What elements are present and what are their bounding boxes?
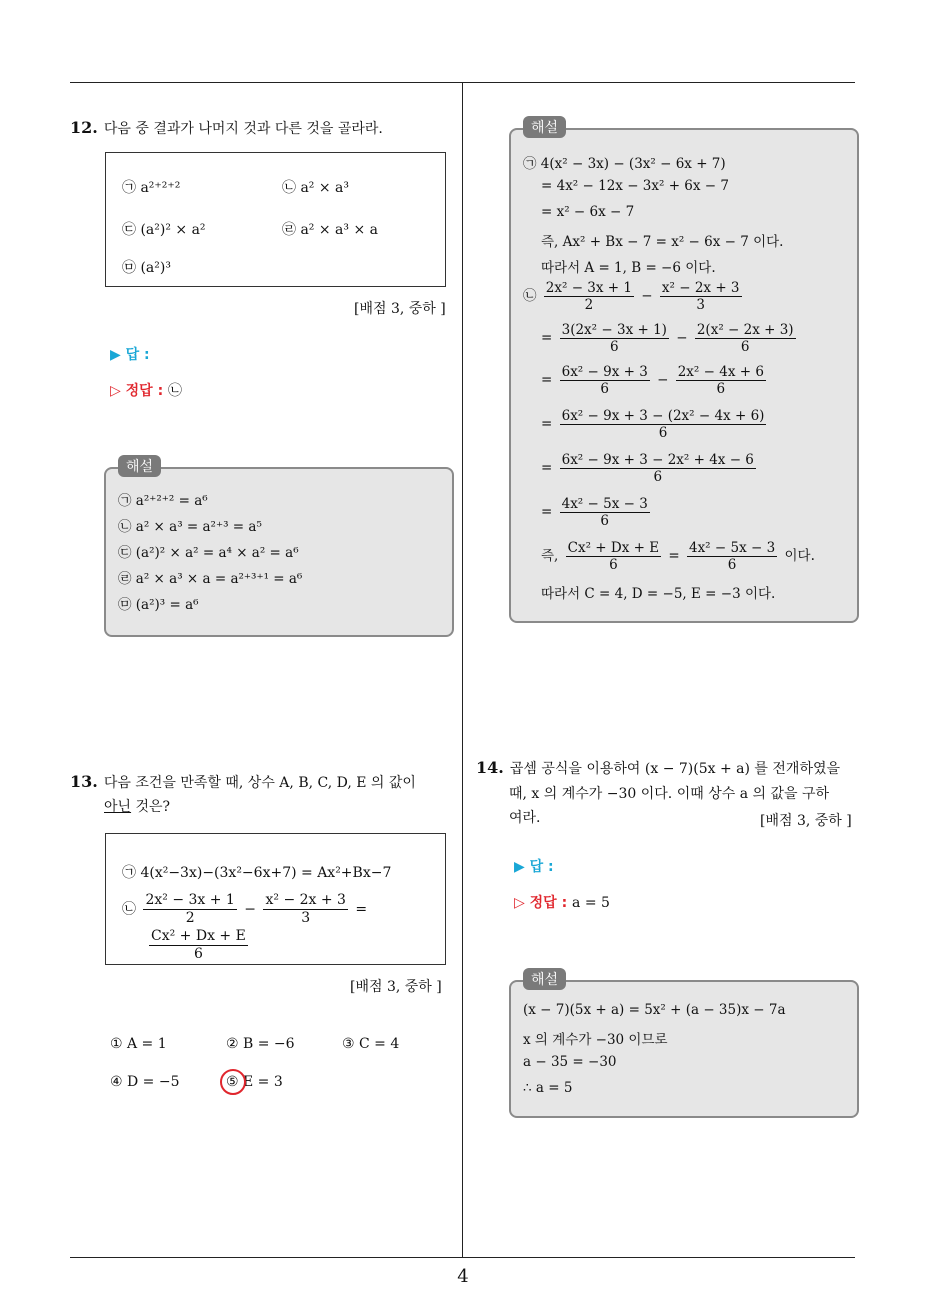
score-label: [배점 3, 중하 ] xyxy=(760,813,852,829)
option-5: ㉤ (a²)³ xyxy=(122,260,171,276)
solution-box-14 xyxy=(509,980,859,1118)
choice-1[interactable]: ① A = 1 xyxy=(110,1036,167,1052)
question-text-line: 때, x 의 계수가 −30 이다. 이때 상수 a 의 값을 구하 xyxy=(509,786,830,802)
solution-line: 따라서 A = 1, B = −6 이다. xyxy=(541,260,716,276)
solution-line: ∴ a = 5 xyxy=(523,1080,573,1096)
condition-2-rhs xyxy=(146,928,251,963)
underlined-word: 아닌 xyxy=(104,799,132,815)
question-number: 13. xyxy=(70,772,98,791)
fraction: $\frac{\text{6x² − 9x + 3}}{6}$ xyxy=(561,364,648,397)
question-12 xyxy=(70,116,383,141)
solution-tag: 해설 xyxy=(118,455,161,477)
correct-answer xyxy=(514,892,610,912)
solution-line: 즉, Ax² + Bx − 7 = x² − 6x − 7 이다. xyxy=(541,234,784,250)
solution-line: = 4x² − 12x − 3x² + 6x − 7 xyxy=(541,178,729,194)
solution-line: ㉤ (a²)³ = a⁶ xyxy=(118,597,199,613)
options-box xyxy=(105,152,446,287)
correct-label: ▷ 정답 : xyxy=(110,383,164,399)
fraction: $\frac{\text{2x² − 3x + 1}}{2}$ xyxy=(545,280,632,313)
correct-answer xyxy=(110,380,182,400)
column-divider xyxy=(462,83,463,1258)
correct-value: ㉡ xyxy=(168,383,183,399)
fraction: $\frac{\text{2x² − 3x + 1}}{2}$ xyxy=(145,892,235,926)
fraction: $\frac{\text{6x² − 9x + 3 − 2x² + 4x − 6}}{6}$ xyxy=(561,452,754,485)
solution-line: ㉠ a²⁺²⁺² = a⁶ xyxy=(118,493,208,509)
question-text: 다음 조건을 만족할 때, 상수 A, B, C, D, E 의 값이 xyxy=(103,775,416,791)
selected-answer-circle xyxy=(220,1069,246,1095)
question-number: 12. xyxy=(70,118,98,137)
question-14 xyxy=(476,756,861,781)
solution-tag: 해설 xyxy=(523,968,566,990)
fraction: $\frac{\text{2(x² − 2x + 3)}}{6}$ xyxy=(696,322,794,355)
solution-line: ㉡ a² × a³ = a²⁺³ = a⁵ xyxy=(118,519,262,535)
solution-line: ㉢ (a²)² × a² = a⁴ × a² = a⁶ xyxy=(118,545,299,561)
question-text: 다음 중 결과가 나머지 것과 다른 것을 골라라. xyxy=(103,121,383,137)
fraction: $\frac{\text{x² − 2x + 3}}{3}$ xyxy=(661,280,740,313)
fraction: $\frac{\text{Cx² + Dx + E}}{6}$ xyxy=(567,540,660,573)
condition-2: ㉡ $\frac{\text{2x² − 3x + 1}}{2}$ − $\frac{\text{x² − 2x + 3}}{3}$ = xyxy=(122,892,368,926)
fraction-line: ㉡ $\frac{\text{2x² − 3x + 1}}{2}$ − $\frac{\text{x² − 2x + 3}}{3}$ xyxy=(523,280,740,313)
choice-5[interactable]: ⑤ E = 3 xyxy=(226,1074,283,1090)
question-text: 곱셈 공식을 이용하여 (x − 7)(5x + a) 를 전개하였을 xyxy=(509,761,841,777)
question-13: 13. 다음 조건을 만족할 때, 상수 A, B, C, D, E 의 값이 아닌 것은? xyxy=(70,772,416,815)
fraction: $\frac{\text{4x² − 5x − 3}}{6}$ xyxy=(688,540,776,573)
fraction-line: = $\frac{\text{3(2x² − 3x + 1)}}{6}$ − $\frac{\text{2(x² − 2x + 3)}}{6}$ xyxy=(541,322,794,355)
solution-box-12 xyxy=(104,467,454,637)
solution-line: 따라서 C = 4, D = −5, E = −3 이다. xyxy=(541,586,776,602)
choice-3[interactable]: ③ C = 4 xyxy=(342,1036,400,1052)
solution-line: x 의 계수가 −30 이므로 xyxy=(523,1032,668,1048)
option-1: ㉠ a²⁺²⁺² xyxy=(122,180,181,196)
fraction: $\frac{\text{Cx² + Dx + E}}{6}$ xyxy=(151,928,246,962)
page-number: 4 xyxy=(457,1266,469,1287)
fraction: $\frac{\text{6x² − 9x + 3 − (2x² − 4x + 6)}}{6}$ xyxy=(561,408,765,441)
score-label: [배점 3, 중하 ] xyxy=(354,301,446,317)
solution-line: ㉠ 4(x² − 3x) − (3x² − 6x + 7) xyxy=(523,156,726,172)
correct-value: a = 5 xyxy=(572,895,610,911)
correct-label: ▷ 정답 : xyxy=(514,895,568,911)
conditions-box xyxy=(105,833,446,965)
question-text-line: 여라. xyxy=(509,810,541,826)
question-number: 14. xyxy=(476,758,504,777)
fraction-line: 즉, $\frac{\text{Cx² + Dx + E}}{6}$ = $\frac{\text{4x² − 5x − 3}}{6}$ 이다. xyxy=(541,540,815,573)
fraction-line: = $\frac{\text{6x² − 9x + 3 − (2x² − 4x + 6)}}{6}$ xyxy=(541,408,765,441)
fraction: $\frac{\text{x² − 2x + 3}}{3}$ xyxy=(265,892,346,926)
solution-line: = x² − 6x − 7 xyxy=(541,204,635,220)
fraction-line: = $\frac{\text{6x² − 9x + 3 − 2x² + 4x − 6}}{6}$ xyxy=(541,452,754,485)
score-label: [배점 3, 중하 ] xyxy=(350,979,442,995)
fraction: $\frac{\text{2x² − 4x + 6}}{6}$ xyxy=(677,364,764,397)
solution-line: (x − 7)(5x + a) = 5x² + (a − 35)x − 7a xyxy=(523,1002,786,1018)
option-2: ㉡ a² × a³ xyxy=(282,180,349,196)
fraction-line: = $\frac{\text{6x² − 9x + 3}}{6}$ − $\frac{\text{2x² − 4x + 6}}{6}$ xyxy=(541,364,764,397)
answer-label: ▶ 답 : xyxy=(110,347,150,363)
solution-box-13 xyxy=(509,128,859,623)
choice-2[interactable]: ② B = −6 xyxy=(226,1036,295,1052)
option-4: ㉣ a² × a³ × a xyxy=(282,222,378,238)
solution-line: ㉣ a² × a³ × a = a²⁺³⁺¹ = a⁶ xyxy=(118,571,303,587)
condition-1: ㉠ 4(x²−3x)−(3x²−6x+7) = Ax²+Bx−7 xyxy=(122,865,392,881)
option-3: ㉢ (a²)² × a² xyxy=(122,222,206,238)
fraction-line: = $\frac{\text{4x² − 5x − 3}}{6}$ xyxy=(541,496,648,529)
fraction: $\frac{\text{4x² − 5x − 3}}{6}$ xyxy=(561,496,648,529)
solution-line: a − 35 = −30 xyxy=(523,1054,617,1070)
choice-4[interactable]: ④ D = −5 xyxy=(110,1074,180,1090)
fraction: $\frac{\text{3(2x² − 3x + 1)}}{6}$ xyxy=(561,322,667,355)
solution-tag: 해설 xyxy=(523,116,566,138)
answer-label: ▶ 답 : xyxy=(514,859,554,875)
